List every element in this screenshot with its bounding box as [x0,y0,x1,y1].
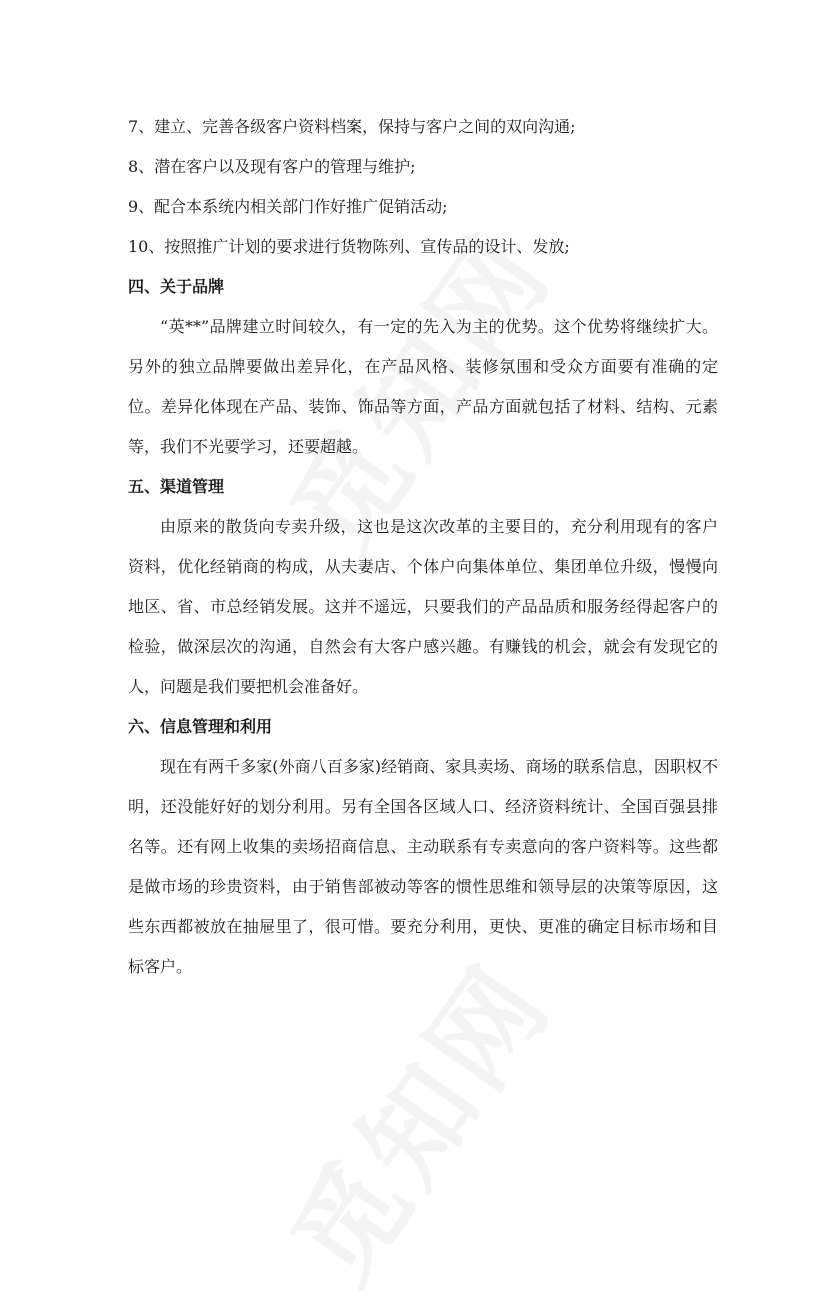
section-paragraph-channel: 由原来的散货向专卖升级，这也是这次改革的主要目的，充分利用现有的客户资料，优化经销商的构成，从夫妻店、个体户向集体单位、集团单位升级，慢慢向地区、省、市总经销发展。这并不遥远，只要我们的产品品质和服务经得起客户的检验，做深层次的沟通，自然会有大客户感兴趣。有赚钱的机会，就会有发现它的人，问题是我们要把机会准备好。 [128,517,718,696]
section-heading-information: 六、信息管理和利用 [128,717,273,736]
document-body [128,107,718,987]
section-heading-channel: 五、渠道管理 [128,477,225,496]
section-paragraph-brand: “英**”品牌建立时间较久，有一定的先入为主的优势。这个优势将继续扩大。另外的独立品牌要做出差异化，在产品风格、装修氛围和受众方面要有准确的定位。差异化体现在产品、装饰、饰品等方面，产品方面就包括了材料、结构、元素等，我们不光要学习，还要超越。 [128,317,718,456]
list-item: 8、潜在客户以及现有客户的管理与维护; [128,157,416,176]
list-item: 9、配合本系统内相关部门作好推广促销活动; [128,197,448,216]
list-item: 10、按照推广计划的要求进行货物陈列、宣传品的设计、发放; [128,237,570,256]
section-heading-brand: 四、关于品牌 [128,277,225,296]
list-item: 7、建立、完善各级客户资料档案，保持与客户之间的双向沟通; [128,117,576,136]
section-paragraph-information: 现在有两千多家(外商八百多家)经销商、家具卖场、商场的联系信息，因职权不明，还没能好好的划分利用。另有全国各区域人口、经济资料统计、全国百强县排名等。还有网上收集的卖场招商信息、主动联系有专卖意向的客户资料等。这些都是做市场的珍贵资料，由于销售部被动等客的惯性思维和领导层的决策等原因，这些东西都被放在抽屉里了，很可惜。要充分利用，更快、更准的确定目标市场和目标客户。 [128,757,718,976]
watermark-bottom [248,971,551,1309]
